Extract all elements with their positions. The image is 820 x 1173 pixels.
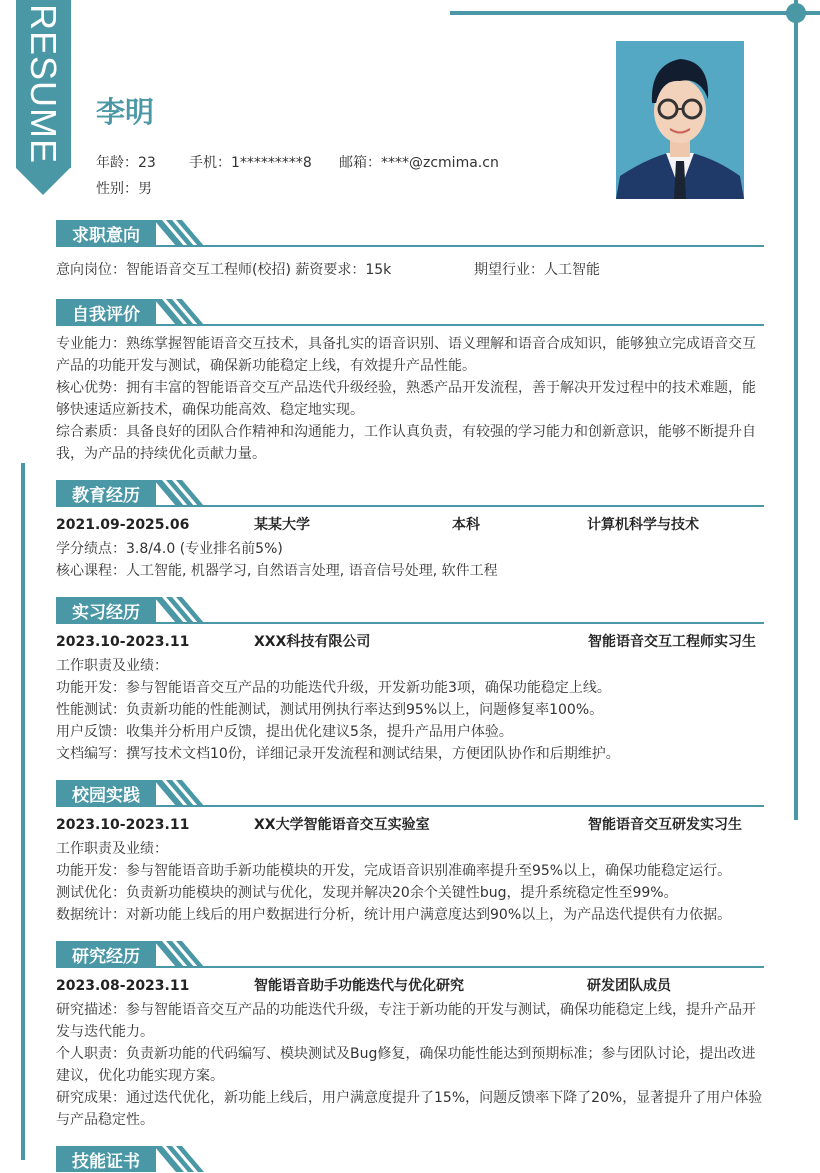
education-summary-row xyxy=(56,514,764,536)
self-eval-line: 专业能力：熟练掌握智能语音交互技术，具备扎实的语音识别、语义理解和语音合成知识，能够独立完成语音交互 xyxy=(56,336,756,352)
stripes-decoration xyxy=(154,780,206,806)
section-rule xyxy=(56,324,764,326)
profile-photo xyxy=(616,41,744,199)
section-header-intent xyxy=(56,217,764,247)
education-major: 计算机科学与技术 xyxy=(587,517,699,533)
section-title: 求职意向 xyxy=(56,220,156,246)
candidate-name: 李明 xyxy=(96,95,155,129)
research-line: 研究描述：参与智能语音交互产品的功能迭代升级，专注于新功能的开发与测试，确保功能稳定上线，提升产品开 xyxy=(56,1002,756,1018)
internship-line: 文档编写：撰写技术文档10份，详细记录开发流程和测试结果，方便团队协作和后期维护。 xyxy=(56,746,620,762)
research-line: 与产品稳定性。 xyxy=(56,1112,154,1128)
research-line: 个人职责：负责新功能的代码编写、模块测试及Bug修复，确保功能性能达到预期标准；参与团队讨论，提出改进 xyxy=(56,1046,756,1062)
education-degree: 本科 xyxy=(452,517,480,533)
ribbon-tip xyxy=(16,168,70,195)
section-rule xyxy=(56,966,764,968)
research-summary-row xyxy=(56,975,764,997)
campus-line: 数据统计：对新功能上线后的用户数据进行分析，统计用户满意度达到90%以上，为产品迭代提供有力依据。 xyxy=(56,907,732,923)
campus-org: XX大学智能语音交互实验室 xyxy=(254,817,430,833)
internship-line: 功能开发：参与智能语音交互产品的功能迭代升级，开发新功能3项，确保功能稳定上线。 xyxy=(56,680,611,696)
campus-role: 智能语音交互研发实习生 xyxy=(588,817,742,833)
stripes-decoration xyxy=(154,480,206,506)
internship-line: 用户反馈：收集并分析用户反馈，提出优化建议5条，提升产品用户体验。 xyxy=(56,724,513,740)
decorative-circle xyxy=(786,3,806,23)
campus-line: 工作职责及业绩： xyxy=(56,841,168,857)
section-header-skills xyxy=(56,1143,764,1173)
section-header-research xyxy=(56,938,764,968)
section-title: 研究经历 xyxy=(56,941,156,967)
section-header-self-eval xyxy=(56,296,764,326)
section-title: 实习经历 xyxy=(56,597,156,623)
internship-org: XXX科技有限公司 xyxy=(254,634,371,650)
intent-position: 意向岗位：智能语音交互工程师(校招) 薪资要求：15k xyxy=(56,262,392,278)
ribbon-label: RESUME xyxy=(23,3,65,165)
research-role: 研发团队成员 xyxy=(587,978,671,994)
section-rule xyxy=(56,245,764,247)
internship-line: 工作职责及业绩： xyxy=(56,658,168,674)
internship-role: 智能语音交互工程师实习生 xyxy=(588,634,756,650)
stripes-decoration xyxy=(154,597,206,623)
stripes-decoration xyxy=(154,1146,206,1172)
decorative-right-line xyxy=(794,0,798,820)
decorative-top-line xyxy=(450,11,820,15)
phone-field: 手机：1*********8 xyxy=(189,155,312,171)
section-title: 技能证书 xyxy=(56,1146,156,1172)
section-header-internship xyxy=(56,594,764,624)
education-line: 核心课程：人工智能, 机器学习, 自然语言处理, 语音信号处理, 软件工程 xyxy=(56,563,498,579)
campus-line: 功能开发：参与智能语音助手新功能模块的开发，完成语音识别准确率提升至95%以上，确保功能稳定运行。 xyxy=(56,863,732,879)
self-eval-line: 够快速适应新技术，确保功能高效、稳定地实现。 xyxy=(56,402,364,418)
education-date: 2021.09-2025.06 xyxy=(56,517,190,533)
self-eval-line: 核心优势：拥有丰富的智能语音交互产品迭代升级经验，熟悉产品开发流程，善于解决开发过程中的技术难题，能 xyxy=(56,380,756,396)
section-title: 自我评价 xyxy=(56,299,156,325)
section-rule xyxy=(56,622,764,624)
self-eval-line: 我，为产品的持续优化贡献力量。 xyxy=(56,446,266,462)
education-line: 学分绩点：3.8/4.0 (专业排名前5%) xyxy=(56,541,283,557)
research-line: 建议，优化功能实现方案。 xyxy=(56,1068,224,1084)
stripes-decoration xyxy=(154,299,206,325)
stripes-decoration xyxy=(154,941,206,967)
section-title: 教育经历 xyxy=(56,480,156,506)
stripes-decoration xyxy=(154,220,206,246)
campus-line: 测试优化：负责新功能模块的测试与优化，发现并解决20余个关键性bug，提升系统稳定性至99%。 xyxy=(56,885,678,901)
contact-row xyxy=(96,152,499,172)
section-header-education xyxy=(56,477,764,507)
decorative-left-line xyxy=(21,463,25,1160)
research-date: 2023.08-2023.11 xyxy=(56,978,190,994)
section-rule xyxy=(56,505,764,507)
campus-summary-row xyxy=(56,814,764,836)
internship-line: 性能测试：负责新功能的性能测试，测试用例执行率达到95%以上，问题修复率100%。 xyxy=(56,702,604,718)
research-line: 发与迭代能力。 xyxy=(56,1024,154,1040)
research-line: 研究成果：通过迭代优化，新功能上线后，用户满意度提升了15%，问题反馈率下降了20%，显著提升了用户体验 xyxy=(56,1090,763,1106)
internship-date: 2023.10-2023.11 xyxy=(56,634,190,650)
section-rule xyxy=(56,805,764,807)
section-title: 校园实践 xyxy=(56,780,156,806)
education-school: 某某大学 xyxy=(254,517,310,533)
research-project: 智能语音助手功能迭代与优化研究 xyxy=(254,978,464,994)
email-field: 邮箱：****@zcmima.cn xyxy=(339,155,499,171)
self-eval-line: 综合素质：具备良好的团队合作精神和沟通能力，工作认真负责，有较强的学习能力和创新意识，能够不断提升自 xyxy=(56,424,756,440)
gender-field: 性别： 男 xyxy=(96,181,152,197)
age-field: 年龄：23 xyxy=(96,155,156,171)
intent-industry: 期望行业：人工智能 xyxy=(474,262,600,278)
campus-date: 2023.10-2023.11 xyxy=(56,817,190,833)
internship-summary-row xyxy=(56,631,764,653)
self-eval-line: 产品的功能开发与测试，确保新功能稳定上线，有效提升产品性能。 xyxy=(56,358,476,374)
section-header-campus xyxy=(56,777,764,807)
